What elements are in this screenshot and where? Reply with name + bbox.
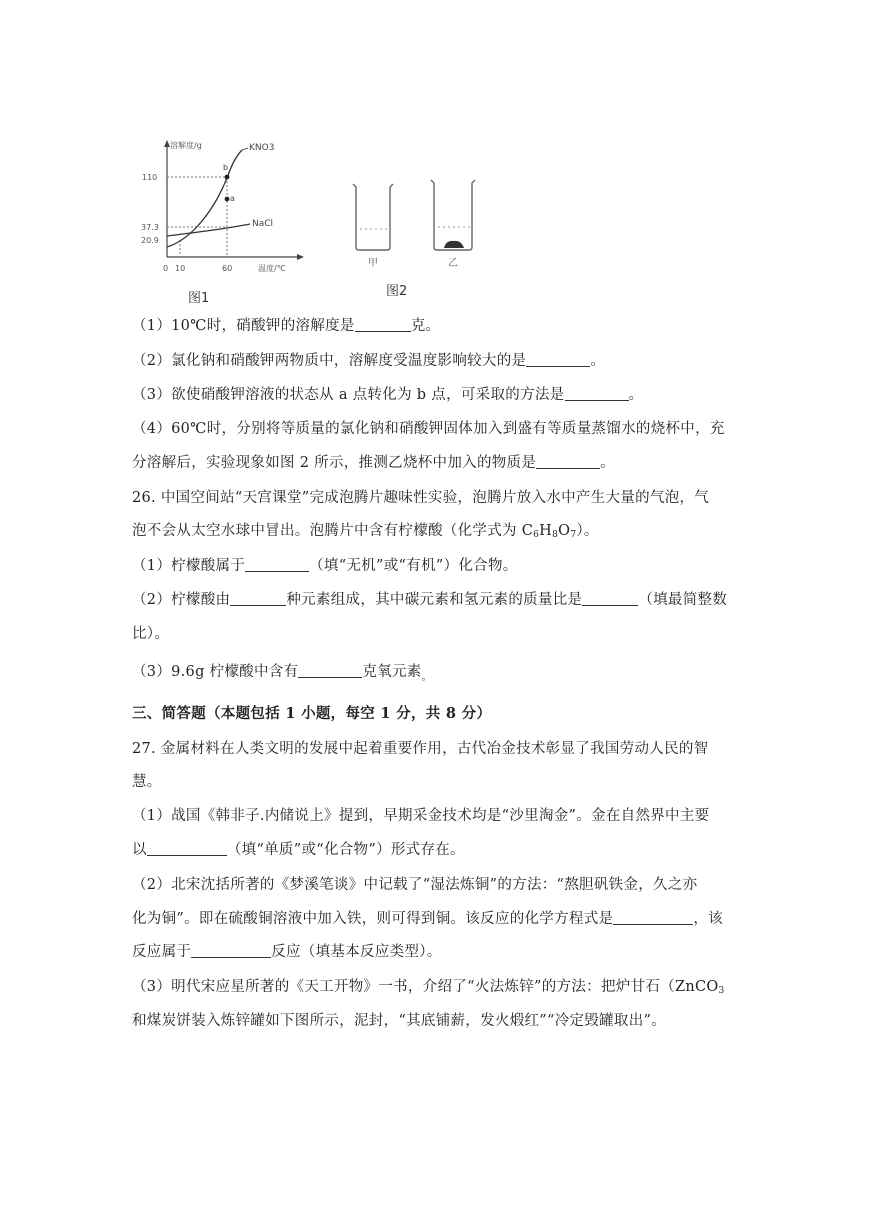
subscript: 3 — [718, 986, 725, 996]
formula-h: H — [539, 523, 553, 539]
answer-blank — [613, 910, 693, 925]
kno3-leader — [242, 148, 248, 150]
answer-blank — [355, 317, 411, 332]
q26-p2-mid: 种元素组成，其中碳元素和氢元素的质量比是 — [286, 592, 583, 608]
q25-p4-tail: 。 — [600, 455, 615, 471]
point-b-label: b — [223, 163, 229, 172]
nacl-curve — [167, 224, 250, 236]
answer-blank — [565, 386, 629, 401]
subscript: 8 — [552, 530, 559, 540]
answer-blank — [230, 591, 286, 606]
beaker-right-label: 乙 — [448, 258, 458, 269]
q27-p2-tail: ，该 — [693, 911, 723, 927]
q25-part3 — [132, 385, 643, 405]
beaker-right — [431, 180, 475, 250]
q25-p2-text: （2）氯化钠和硝酸钾两物质中，溶解度受温度影响较大的是 — [132, 353, 527, 369]
q26-line1: 26. 中国空间站“天宫课堂”完成泡腾片趣味性实验，泡腾片放入水中产生大量的气泡，气 — [132, 490, 710, 506]
beaker-left — [353, 184, 393, 250]
q26-p1-text: （1）柠檬酸属于 — [132, 558, 246, 574]
beaker-left-label: 甲 — [368, 258, 378, 269]
q27-p2-l3-tail: 反应（填基本反应类型）。 — [271, 944, 442, 960]
q27-p1-text: 以 — [132, 842, 147, 858]
point-b-marker — [225, 175, 230, 180]
q26-p3-text: （3）9.6g 柠檬酸中含有 — [132, 664, 299, 680]
y-tick-37: 37.3 — [141, 223, 159, 232]
q27-part2-line1: （2）北宋沈括所著的《梦溪笔谈》中记载了“湿法炼铜”的方法：“熬胆矾铁金，久之亦 — [132, 877, 698, 893]
figure2-caption: 图2 — [386, 284, 408, 299]
q26-line2 — [132, 521, 599, 545]
q26-part2-line1 — [132, 590, 727, 610]
q25-part1 — [132, 316, 440, 336]
nacl-label: NaCl — [252, 219, 274, 229]
q25-p2-tail: 。 — [590, 353, 606, 369]
q27-part2-line2 — [132, 909, 723, 929]
q27-p2-l3-text: 反应属于 — [132, 944, 192, 960]
q26-p3-mid: 克氧元素 — [362, 664, 422, 680]
q27-part2-line3 — [132, 942, 442, 962]
answer-blank — [536, 454, 600, 469]
answer-blank — [298, 663, 362, 678]
q26-p2-tail: （填最简整数 — [638, 592, 728, 608]
q27-part3-line2: 和煤炭饼装入炼锌罐如下图所示，泥封，“其底铺薪，发火煅红”“冷定毁罐取出”。 — [132, 1013, 667, 1029]
q26-part2-line2: 比）。 — [132, 626, 170, 642]
x-tick-60: 60 — [222, 264, 233, 273]
q25-part2 — [132, 351, 605, 371]
q27-p1-tail: （填“单质”或“化合物”）形式存在。 — [226, 842, 465, 858]
q25-part4-line2 — [132, 453, 615, 473]
q26-p3-tail: 。 — [421, 672, 432, 683]
subscript: 7 — [570, 530, 577, 540]
undissolved-solid — [444, 241, 464, 248]
q25-p4-text: 分溶解后，实验现象如图 2 所示，推测乙烧杯中加入的物质是 — [132, 455, 537, 471]
y-tick-20: 20.9 — [141, 236, 159, 245]
x-axis-arrow — [297, 254, 304, 260]
answer-blank — [245, 557, 309, 572]
figure-area — [130, 132, 550, 307]
answer-blank — [147, 841, 227, 856]
q26-part1 — [132, 556, 518, 576]
q25-part4-line1: （4）60℃时，分别将等质量的氯化钠和硝酸钾固体加入到盛有等质量蒸馏水的烧杯中，充 — [132, 421, 725, 437]
answer-blank — [526, 352, 590, 367]
section-3-title: 三、简答题（本题包括 1 小题，每空 1 分，共 8 分） — [132, 705, 492, 722]
q27-p2-text: 化为铜”。即在硫酸铜溶液中加入铁，则可得到铜。该反应的化学方程式是 — [132, 911, 614, 927]
q27-line1: 27. 金属材料在人类文明的发展中起着重要作用，古代冶金技术彰显了我国劳动人民的智 — [132, 741, 709, 757]
y-tick-110: 110 — [142, 173, 158, 182]
q25-p1-tail: 克。 — [410, 318, 441, 334]
y-axis-title: 溶解度/g — [170, 141, 202, 150]
q26-formula-intro: 泡不会从太空水球中冒出。泡腾片中含有柠檬酸（化学式为 C — [132, 523, 534, 539]
q27-part1-line2 — [132, 840, 465, 860]
q25-p1-text: （1）10℃时，硝酸钾的溶解度是 — [132, 318, 355, 334]
subscript: 6 — [533, 530, 540, 540]
q26-formula-tail: ）。 — [576, 523, 599, 539]
x-axis-title: 温度/℃ — [258, 264, 286, 273]
answer-blank — [191, 943, 271, 958]
figure1-caption: 图1 — [188, 291, 210, 306]
beakers-figure — [348, 172, 498, 272]
q27-part3-line1 — [132, 977, 725, 1001]
point-a-label: a — [230, 194, 235, 203]
q27-line2: 慧。 — [132, 774, 162, 790]
formula-o: O — [558, 523, 571, 539]
q27-part1-line1: （1）战国《韩非子.内储说上》提到，早期采金技术均是“沙里淘金”。金在自然界中主要 — [132, 808, 710, 824]
point-a-marker — [225, 197, 230, 202]
solubility-chart — [130, 132, 340, 282]
x-tick-0: 0 — [163, 264, 169, 273]
q25-p3-text: （3）欲使硝酸钾溶液的状态从 a 点转化为 b 点，可采取的方法是 — [132, 387, 565, 403]
q25-p3-tail: 。 — [628, 387, 644, 403]
q26-part3 — [132, 662, 432, 688]
q27-p3-text: （3）明代宋应星所著的《天工开物》一书，介绍了“火法炼锌”的方法：把炉甘石（ZnCO — [132, 979, 719, 995]
answer-blank — [582, 591, 638, 606]
q26-p1-tail: （填“无机”或“有机”）化合物。 — [309, 558, 518, 574]
x-tick-10: 10 — [175, 264, 186, 273]
beaker-left-dots — [360, 228, 387, 230]
kno3-label: KNO3 — [249, 143, 275, 153]
q26-p2-text: （2）柠檬酸由 — [132, 592, 231, 608]
beaker-right-dots — [438, 226, 470, 228]
